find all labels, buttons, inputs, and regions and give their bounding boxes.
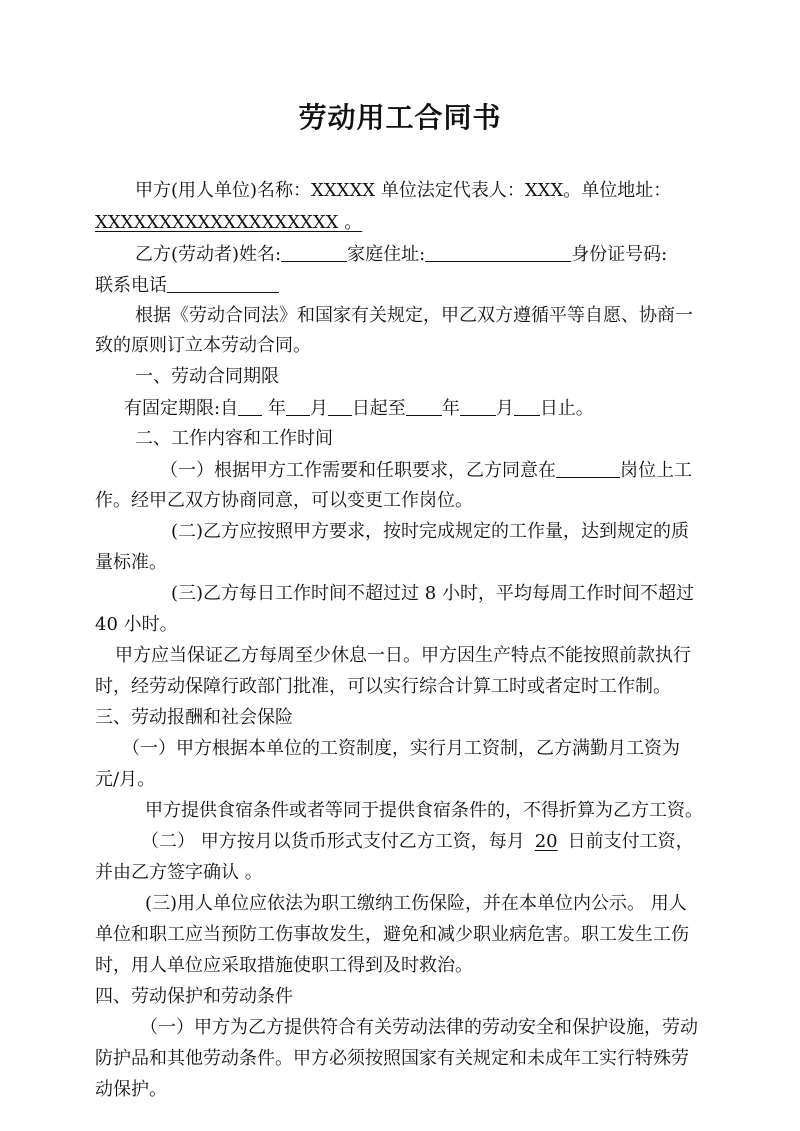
- preamble-line-2: 致的原则订立本劳动合同。: [95, 335, 311, 356]
- term-label: 有固定期限:自: [124, 398, 239, 419]
- protect-1-line-1: （一）甲方为乙方提供符合有关劳动法律的劳动安全和保护设施，劳动: [140, 1017, 698, 1038]
- work-2-line-2: 量标准。: [95, 552, 167, 573]
- rest-line-1: 甲方应当保证乙方每周至少休息一日。甲方因生产特点不能按照前款执行: [115, 645, 691, 666]
- term-month-2: 月: [495, 398, 514, 419]
- pay-board-line: 甲方提供食宿条件或者等同于提供食宿条件的，不得折算为乙方工资。: [145, 800, 703, 821]
- section-1-heading: 一、劳动合同期限: [135, 366, 279, 387]
- pay-2-line-2: 并由乙方签字确认 。: [95, 862, 263, 883]
- pay-1-line-2: 元/月。: [95, 769, 156, 790]
- party-b-id-label: 身份证号码:: [571, 244, 668, 265]
- term-year-2: 年: [441, 398, 460, 419]
- pay-day-value: 20: [534, 831, 558, 852]
- party-a-line-2: [95, 212, 735, 234]
- document-title: 劳动用工合同书: [298, 101, 502, 134]
- term-year-1: 年: [267, 398, 286, 419]
- work-3-line-1: (三)乙方每日工作时间不超过过 8 小时，平均每周工作时间不超过: [171, 583, 694, 604]
- party-a-line-1: [135, 180, 735, 202]
- pay-3-line-3: 时，用人单位应采取措施使职工得到及时救治。: [95, 955, 473, 976]
- pay-2-text: （二） 甲方按月以货币形式支付乙方工资，每月: [141, 831, 525, 852]
- party-b-name-label: 乙方(劳动者)姓名:: [135, 244, 282, 265]
- section-4-heading: 四、劳动保护和劳动条件: [95, 986, 293, 1007]
- pay-3-line-2: 单位和职工应当预防工伤事故发生，避免和减少职业病危害。职工发生工伤: [95, 924, 689, 945]
- party-b-phone-label: 联系电话: [95, 275, 167, 296]
- term-blank: [328, 397, 352, 416]
- party-b-phone-line: [95, 274, 735, 297]
- preamble-line-1: 根据《劳动合同法》和国家有关规定，甲乙双方遵循平等自愿、协商一: [135, 305, 693, 326]
- term-day-to: 日起至: [351, 398, 406, 419]
- work-3-line-2: 40 小时。: [95, 614, 178, 635]
- pay-3-line-1: (三)用人单位应依法为职工缴纳工伤保险，并在本单位内公示。 用人: [145, 893, 687, 914]
- section-2-heading: 二、工作内容和工作时间: [135, 428, 333, 449]
- term-line: [124, 397, 735, 420]
- pay-2-line-1: [141, 831, 735, 853]
- term-month-1: 月: [309, 398, 328, 419]
- protect-1-line-3: 动保护。: [95, 1079, 167, 1100]
- term-blank: [460, 397, 496, 416]
- work-1-text-end: 岗位上工: [620, 460, 692, 481]
- party-b-line: [135, 243, 735, 266]
- work-1-line-1: [160, 459, 735, 482]
- position-blank: [556, 459, 620, 478]
- term-blank: [406, 397, 442, 416]
- pay-2-text-end: 日前支付工资，: [567, 831, 694, 852]
- party-a-text: 甲方(用人单位)名称：XXXXX 单位法定代表人：XXX。单位地址：: [135, 180, 672, 201]
- term-blank: [514, 397, 540, 416]
- term-blank: [286, 397, 310, 416]
- party-b-phone-blank: [167, 274, 279, 293]
- work-1-line-2: 作。经甲乙双方协商同意，可以变更工作岗位。: [95, 490, 473, 511]
- term-end: 日止。: [539, 398, 594, 419]
- rest-line-2: 时，经劳动保障行政部门批准，可以实行综合计算工时或者定时工作制。: [95, 676, 671, 697]
- section-3-heading: 三、劳动报酬和社会保险: [95, 707, 293, 728]
- term-blank: [238, 397, 262, 416]
- work-2-line-1: (二)乙方应按照甲方要求，按时完成规定的工作量，达到规定的质: [171, 521, 690, 542]
- party-a-address: XXXXXXXXXXXXXXXXXXX 。: [95, 212, 363, 233]
- protect-1-line-2: 防护品和其他劳动条件。甲方必须按照国家有关规定和未成年工实行特殊劳: [95, 1048, 689, 1069]
- party-b-home-blank: [425, 243, 571, 262]
- work-1-text: （一）根据甲方工作需要和任职要求，乙方同意在: [160, 460, 556, 481]
- party-b-name-blank: [281, 243, 347, 262]
- party-b-home-label: 家庭住址:: [347, 244, 426, 265]
- pay-1-line-1: （一）甲方根据本单位的工资制度，实行月工资制，乙方满勤月工资为: [122, 738, 680, 759]
